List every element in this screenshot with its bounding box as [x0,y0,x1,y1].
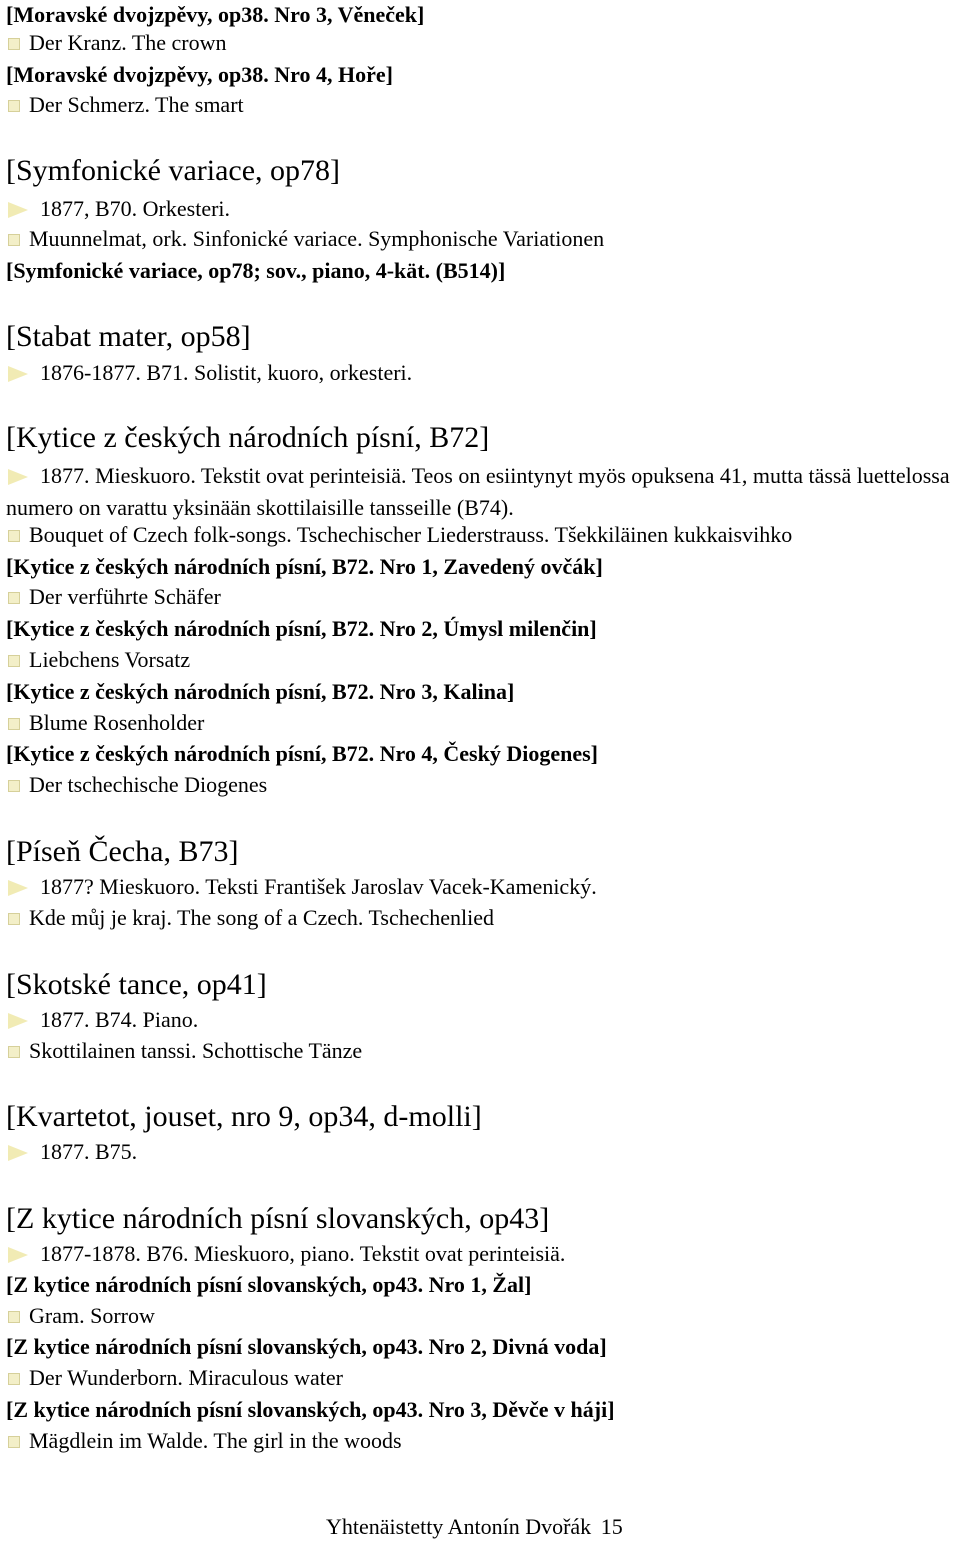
info-line: 1877? Mieskuoro. Teksti František Jaroslav Vacek-Kamenický. [6,874,597,900]
info-line: 1877. B74. Piano. [6,1007,198,1033]
translation-line: Der Kranz. The crown [6,30,227,56]
info-paragraph: 1877. Mieskuoro. Tekstit ovat perinteisiä. Teos on esiintynyt myös opuksena 41, mutta tässä luettelossa numero on varattu yksinään skottilaisille tansseille (B74). [6,463,950,520]
subtitle-line: [Z kytice národních písní slovanských, op43. Nro 1, Žal] [6,1272,532,1297]
arrow-bullet-icon [8,1145,28,1161]
note-bullet-icon [8,718,20,730]
note-bullet-icon [8,1373,20,1385]
note-bullet-icon [8,780,20,792]
subtitle-line: [Moravské dvojzpěvy, op38. Nro 4, Hoře] [6,62,393,87]
subtitle-line: [Kytice z českých národních písní, B72. Nro 1, Zavedený ovčák] [6,554,603,579]
subtitle-line: [Symfonické variace, op78; sov., piano, 4-kät. (B514)] [6,258,506,283]
section-heading: [Z kytice národních písní slovanských, op43] [6,1202,550,1235]
subtitle-line: [Z kytice národních písní slovanských, op43. Nro 3, Děvče v háji] [6,1397,615,1422]
arrow-bullet-icon [8,366,28,382]
translation-line: Der tschechische Diogenes [6,772,267,798]
subtitle-line: [Kytice z českých národních písní, B72. Nro 4, Český Diogenes] [6,741,598,766]
translation-line: Der Wunderborn. Miraculous water [6,1365,343,1391]
note-bullet-icon [8,913,20,925]
subtitle-line: [Moravské dvojzpěvy, op38. Nro 3, Věneček] [6,2,425,27]
translation-line: Skottilainen tanssi. Schottische Tänze [6,1038,362,1064]
section-heading: [Píseň Čecha, B73] [6,835,239,868]
translation-line: Der verführte Schäfer [6,584,221,610]
section-heading: [Kvartetot, jouset, nro 9, op34, d-molli] [6,1100,482,1133]
page-footer [326,1514,623,1540]
note-bullet-icon [8,592,20,604]
translation-line: Liebchens Vorsatz [6,647,190,673]
subtitle-line: [Z kytice národních písní slovanských, op43. Nro 2, Divná voda] [6,1334,607,1359]
translation-line: Kde můj je kraj. The song of a Czech. Tschechenlied [6,905,494,931]
translation-line: Der Schmerz. The smart [6,92,244,118]
arrow-bullet-icon [8,1013,28,1029]
section-heading: [Stabat mater, op58] [6,320,251,353]
note-bullet-icon [8,234,20,246]
subtitle-line: [Kytice z českých národních písní, B72. Nro 2, Úmysl milenčin] [6,616,597,641]
note-bullet-icon [8,100,20,112]
translation-line: Bouquet of Czech folk-songs. Tschechischer Liederstrauss. Tšekkiläinen kukkaisvihko [6,522,792,548]
note-bullet-icon [8,1046,20,1058]
info-line: 1877-1878. B76. Mieskuoro, piano. Tekstit ovat perinteisiä. [6,1241,565,1267]
section-heading: [Kytice z českých národních písní, B72] [6,421,490,454]
note-bullet-icon [8,1311,20,1323]
translation-line: Gram. Sorrow [6,1303,155,1329]
note-bullet-icon [8,530,20,542]
info-line: 1877, B70. Orkesteri. [6,196,230,222]
section-heading: [Skotské tance, op41] [6,968,267,1001]
info-line: 1876-1877. B71. Solistit, kuoro, orkesteri. [6,360,412,386]
translation-line: Blume Rosenholder [6,710,204,736]
note-bullet-icon [8,38,20,50]
note-bullet-icon [8,1436,20,1448]
subtitle-line: [Kytice z českých národních písní, B72. Nro 3, Kalina] [6,679,515,704]
arrow-bullet-icon [8,880,28,896]
footer-title: Yhtenäistetty Antonín Dvořák [326,1514,592,1539]
translation-line: Mägdlein im Walde. The girl in the woods [6,1428,402,1454]
page-number: 15 [600,1514,623,1539]
note-bullet-icon [8,655,20,667]
arrow-bullet-icon [8,469,28,485]
section-heading: [Symfonické variace, op78] [6,154,341,187]
arrow-bullet-icon [8,202,28,218]
translation-line: Muunnelmat, ork. Sinfonické variace. Symphonische Variationen [6,226,604,252]
arrow-bullet-icon [8,1247,28,1263]
info-line: 1877. B75. [6,1139,137,1165]
